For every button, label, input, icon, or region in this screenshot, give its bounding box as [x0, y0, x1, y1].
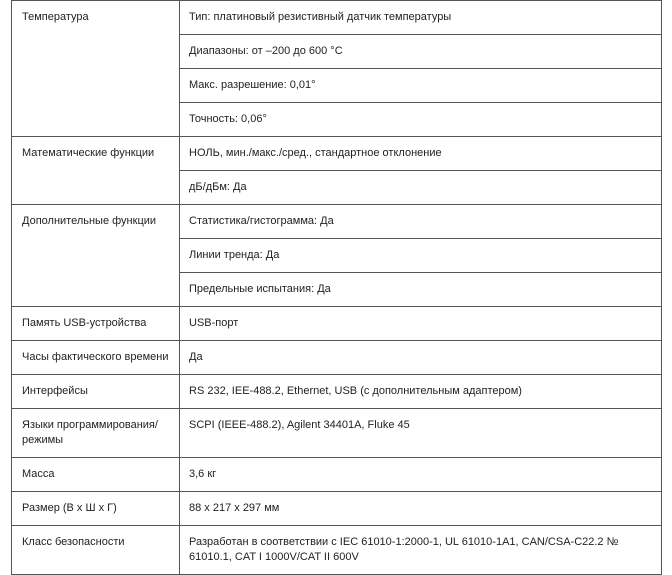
- spec-table: [11, 0, 662, 575]
- table-row: [12, 1, 662, 35]
- row-value-statistics: Статистика/гистограмма: Да: [180, 205, 662, 239]
- row-label-real-time-clock: Часы фактического времени: [12, 341, 180, 375]
- table-row: [12, 307, 662, 341]
- row-value-temperature-accuracy: Точность: 0,06°: [180, 103, 662, 137]
- row-value-trend-lines: Линии тренда: Да: [180, 239, 662, 273]
- row-label-interfaces: Интерфейсы: [12, 375, 180, 409]
- table-row: [12, 375, 662, 409]
- row-value-temperature-resolution: Макс. разрешение: 0,01°: [180, 69, 662, 103]
- table-row: [12, 205, 662, 239]
- row-value-mass: 3,6 кг: [180, 458, 662, 492]
- table-row: [12, 341, 662, 375]
- table-row: [12, 137, 662, 171]
- row-value-math-functions: НОЛЬ, мин./макс./сред., стандартное отклонение: [180, 137, 662, 171]
- row-value-usb-memory: USB-порт: [180, 307, 662, 341]
- row-value-db-dbm: дБ/дБм: Да: [180, 171, 662, 205]
- table-row: [12, 409, 662, 458]
- row-value-temperature-type: Тип: платиновый резистивный датчик температуры: [180, 1, 662, 35]
- table-row: [12, 492, 662, 526]
- row-label-programming-languages: Языки программирования/ режимы: [12, 409, 180, 458]
- row-value-temperature-range: Диапазоны: от –200 до 600 °C: [180, 35, 662, 69]
- row-value-programming-languages: SCPI (IEEE-488.2), Agilent 34401A, Fluke 45: [180, 409, 662, 458]
- table-row: [12, 526, 662, 575]
- row-label-dimensions: Размер (В х Ш х Г): [12, 492, 180, 526]
- row-label-math-functions: Математические функции: [12, 137, 180, 205]
- row-value-interfaces: RS 232, IEE-488.2, Ethernet, USB (с дополнительным адаптером): [180, 375, 662, 409]
- row-value-limit-tests: Предельные испытания: Да: [180, 273, 662, 307]
- row-value-real-time-clock: Да: [180, 341, 662, 375]
- row-label-mass: Масса: [12, 458, 180, 492]
- row-label-extra-functions: Дополнительные функции: [12, 205, 180, 307]
- row-label-temperature: Температура: [12, 1, 180, 137]
- row-label-usb-memory: Память USB-устройства: [12, 307, 180, 341]
- row-label-safety-class: Класс безопасности: [12, 526, 180, 575]
- table-row: [12, 458, 662, 492]
- row-value-safety-class: Разработан в соответствии с IEC 61010-1:2000-1, UL 61010-1A1, CAN/CSA-C22.2 № 61010.1, CAT I 1000V/CAT II 600V: [180, 526, 662, 575]
- row-value-dimensions: 88 x 217 x 297 мм: [180, 492, 662, 526]
